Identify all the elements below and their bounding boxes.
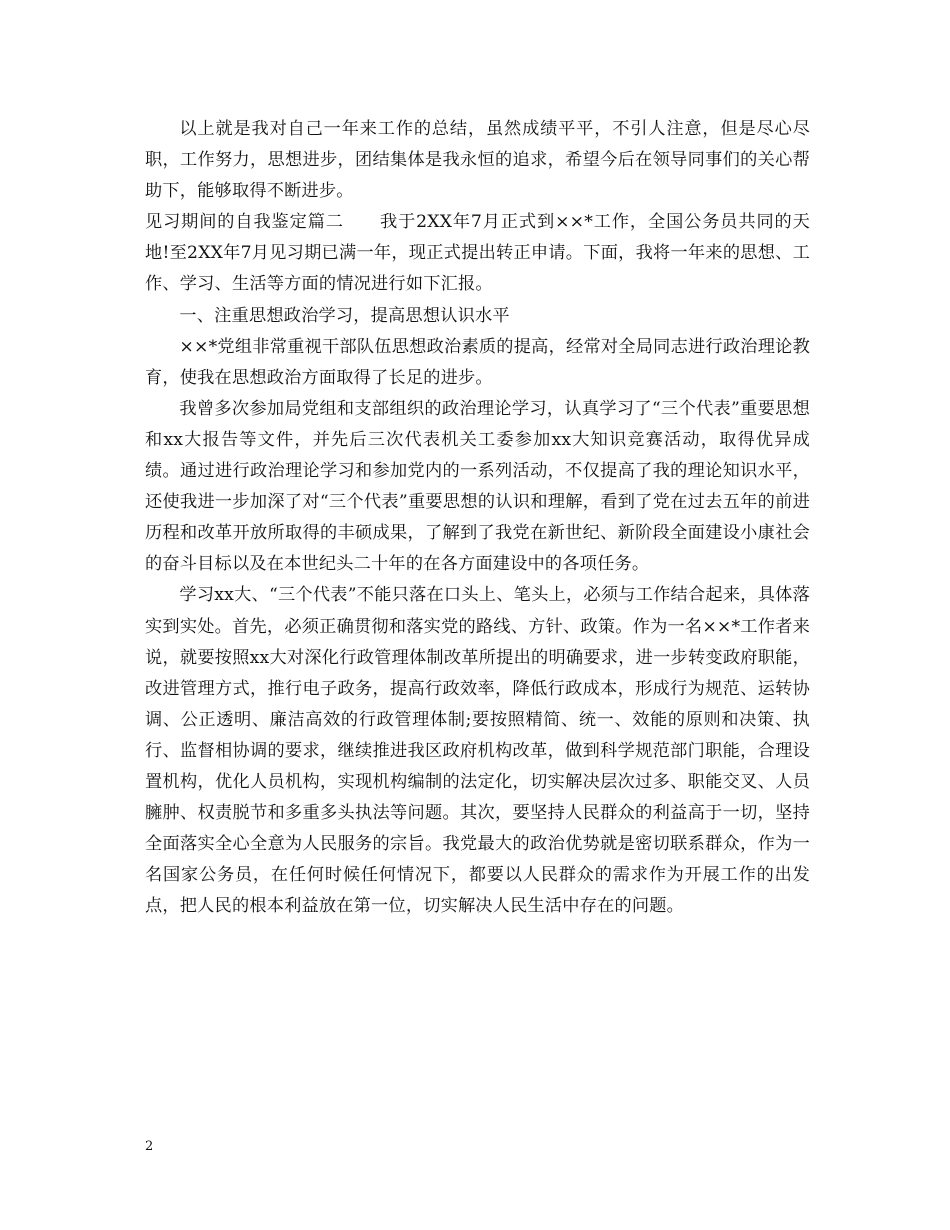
paragraph-section-two-intro: 见习期间的自我鉴定篇二 我于2XX年7月正式到××*工作，全国公务员共同的天地!至2XX年7月见习期已满一年，现正式提出转正申请。下面，我将一年来的思想、工作、学习、生活等方面的情况进行如下汇报。 (145, 212, 810, 295)
page-number: 2 (145, 1139, 154, 1154)
paragraph-political-study: 我曾多次参加局党组和支部组织的政治理论学习，认真学习了“三个代表”重要思想和xx大报告等文件，并先后三次代表机关工委参加xx大知识竞赛活动，取得优异成绩。通过进行政治理论学习和参加党内的一系列活动，不仅提高了我的理论知识水平，还使我进一步加深了对“三个代表”重要思想的认识和理解，看到了党在过去五年的前进历程和改革开放所取得的丰硕成果，了解到了我党在新世纪、新阶段全面建设小康社会的奋斗目标以及在本世纪头二十年的在各方面建设中的各项任务。 (145, 398, 810, 575)
paragraph-party-group: ××*党组非常重视干部队伍思想政治素质的提高，经常对全局同志进行政治理论教育，使我在思想政治方面取得了长足的进步。 (145, 336, 810, 388)
paragraph-work-implementation: 学习xx大、“三个代表”不能只落在口头上、笔头上，必须与工作结合起来，具体落实到实处。首先，必须正确贯彻和落实党的路线、方针、政策。作为一名××*工作者来说，就要按照xx大对深化行政管理体制改革所提出的明确要求，进一步转变政府职能，改进管理方式，推行电子政务，提高行政效率，降低行政成本，形成行为规范、运转协调、公正透明、廉洁高效的行政管理体制;要按照精简、统一、效能的原则和决策、执行、监督相协调的要求，继续推进我区政府机构改革，做到科学规范部门职能，合理设置机构，优化人员机构，实现机构编制的法定化，切实解决层次过多、职能交叉、人员臃肿、权责脱节和多重多头执法等问题。其次，要坚持人民群众的利益高于一切，坚持全面落实全心全意为人民服务的宗旨。我党最大的政治优势就是密切联系群众，作为一名国家公务员，在任何时候任何情况下，都要以人民群众的需求作为开展工作的出发点，把人民的根本利益放在第一位，切实解决人民生活中存在的问题。 (145, 585, 810, 917)
document-body (145, 114, 810, 922)
section-heading: 一、注重思想政治学习，提高思想认识水平 (179, 305, 510, 326)
paragraph-summary: 以上就是我对自己一年来工作的总结，虽然成绩平平，不引人注意，但是尽心尽职，工作努力，思想进步，团结集体是我永恒的追求，希望今后在领导同事们的关心帮助下，能够取得不断进步。 (145, 119, 810, 202)
